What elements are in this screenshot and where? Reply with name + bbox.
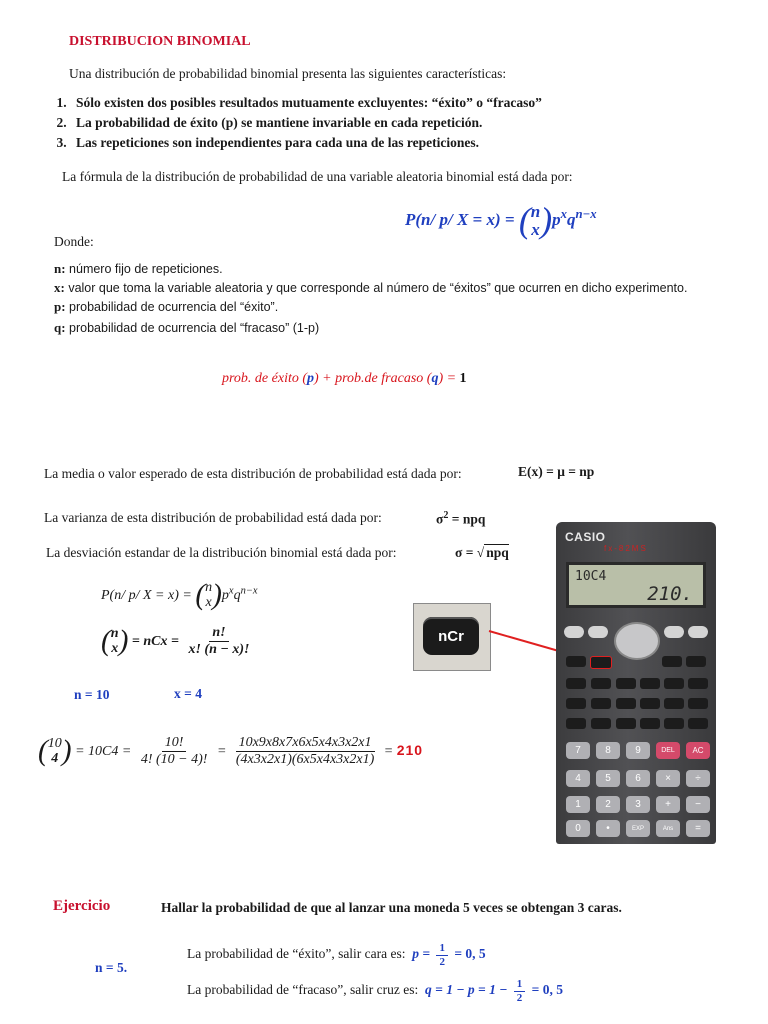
calculator-key: 1 xyxy=(566,796,590,813)
calculator-key xyxy=(566,678,586,689)
formula-p: p xyxy=(221,587,229,603)
formula-lhs: P(n/ p/ X = x) = xyxy=(101,587,192,603)
calculator-key: AC xyxy=(686,742,710,759)
characteristic-item: 2. La probabilidad de éxito (p) se mantiene invariable en cada repetición. xyxy=(70,115,542,131)
calculator-key xyxy=(591,678,611,689)
calculator-key xyxy=(591,698,611,709)
binom-bottom: x xyxy=(205,594,212,610)
formula-q: q xyxy=(566,209,576,229)
calculator-key: 8 xyxy=(596,742,620,759)
binom-top: 10 xyxy=(47,735,62,751)
formula-p-exp: x xyxy=(560,207,567,222)
binom-top: n xyxy=(205,580,213,596)
calculator-key: = xyxy=(686,820,710,837)
fraction-denominator: (4x3x2x1)(6x5x4x3x2x1) xyxy=(235,752,375,768)
binom-bottom: 4 xyxy=(51,750,59,766)
prob-part: ) + prob.de fracaso ( xyxy=(314,371,432,386)
calculator-key xyxy=(566,698,586,709)
formula-q-exp: n−x xyxy=(575,207,597,222)
definition-term: x: xyxy=(54,280,65,295)
characteristic-item: 3. Las repeticiones son independientes para cada una de las repeticiones. xyxy=(70,135,542,151)
fracaso-text: La probabilidad de “fracaso”, salir cruz es: xyxy=(187,982,419,998)
fraction-denominator: 2 xyxy=(439,955,445,968)
definition-q xyxy=(54,320,319,336)
definition-n xyxy=(54,261,223,277)
exito-p: p = xyxy=(412,946,434,962)
prob-part: ) = xyxy=(438,371,460,386)
fraction-numerator: 1 xyxy=(436,942,448,956)
calculator-key xyxy=(566,718,586,729)
calculator-output: 210. xyxy=(647,583,693,605)
fraction-numerator: 10! xyxy=(162,735,187,752)
calculator-key: EXP xyxy=(626,820,650,837)
definition-text: probabilidad de ocurrencia del “fracaso” (1-p) xyxy=(65,321,320,335)
n-equals-5: n = 5. xyxy=(95,960,128,975)
binom-bottom: x xyxy=(111,640,119,656)
fracaso-line xyxy=(187,978,563,1004)
calculator-key xyxy=(688,626,708,638)
ncx-formula xyxy=(101,625,255,658)
calculator-key xyxy=(640,678,660,689)
calculator-key: DEL xyxy=(656,742,680,759)
calculator-input: 10C4 xyxy=(575,569,607,584)
prob-part: prob. de éxito ( xyxy=(222,371,308,386)
calculator-ncr-key xyxy=(590,656,612,669)
document-title: DISTRIBUCION BINOMIAL xyxy=(69,34,251,49)
ejercicio-label: Ejercicio xyxy=(53,898,111,914)
calculator-screen xyxy=(566,562,706,608)
definition-term: p: xyxy=(54,299,66,314)
desviacion-formula xyxy=(455,545,509,561)
binomial-coefficient: ( 10 4 ) xyxy=(38,734,72,767)
calculator-key xyxy=(664,718,684,729)
binomial-formula xyxy=(405,200,597,240)
calculator-key: 7 xyxy=(566,742,590,759)
calculator-key xyxy=(616,718,636,729)
calculator-key xyxy=(664,678,684,689)
calculator-key xyxy=(591,718,611,729)
prob-one: 1 xyxy=(459,371,467,386)
exito-result: = 0, 5 xyxy=(450,946,486,962)
calculator-key xyxy=(662,656,682,667)
sigma: σ xyxy=(436,511,444,527)
formula-q-exp: n−x xyxy=(240,585,258,597)
binomial-coefficient: ( n x ) xyxy=(101,624,129,657)
calculator-model: fx-82MS xyxy=(604,544,648,553)
fraction-numerator: 1 xyxy=(514,978,526,992)
desviacion-lhs: σ = xyxy=(455,545,477,560)
equals-text: = xyxy=(380,743,397,759)
calculator-key: 0 xyxy=(566,820,590,837)
calculator-replay-pad xyxy=(614,622,660,660)
desviacion-text: La desviación estandar de la distribución binomial está dada por: xyxy=(46,545,397,560)
calculator-key xyxy=(688,678,708,689)
varianza-rest: = npq xyxy=(448,511,486,527)
definition-text: valor que toma la variable aleatoria y que corresponde al número de “éxitos” que ocurren en dicho experimento. xyxy=(64,281,688,295)
fraction-denominator: x! (n − x)! xyxy=(188,642,250,658)
calculator-key xyxy=(664,698,684,709)
binomial-formula-2 xyxy=(101,581,258,610)
definition-term: n: xyxy=(54,261,66,276)
formula-lhs: P(n/ p/ X = x) = xyxy=(405,209,515,229)
equals-text: = 10C4 = xyxy=(71,743,135,759)
definition-term: q: xyxy=(54,320,66,335)
x-value: x = 4 xyxy=(174,686,202,701)
characteristics-list xyxy=(46,95,542,155)
exito-line xyxy=(187,942,486,968)
calculator-key xyxy=(564,626,584,638)
binomial-coefficient: ( n x ) xyxy=(518,200,553,240)
calculator-key: 5 xyxy=(596,770,620,787)
calculator-key: Ans xyxy=(656,820,680,837)
prob-q: q xyxy=(431,371,439,386)
formula-p: p xyxy=(552,209,561,229)
definition-x xyxy=(54,280,687,296)
calculator-key xyxy=(640,698,660,709)
calculator-key: × xyxy=(656,770,680,787)
calculator-key: 4 xyxy=(566,770,590,787)
definition-text: probabilidad de ocurrencia del “éxito”. xyxy=(65,300,279,314)
formula-p-exp: x xyxy=(228,585,234,597)
ncx-mid: = nCx = xyxy=(128,633,183,649)
calculator-key: 6 xyxy=(626,770,650,787)
varianza-formula xyxy=(436,510,485,528)
probability-sum xyxy=(222,371,467,387)
donde-label: Donde: xyxy=(54,234,94,249)
binomial-coefficient: ( n x ) xyxy=(195,579,222,611)
ncr-key-label: nCr xyxy=(423,617,479,655)
calculator-key xyxy=(616,678,636,689)
calculator-key: − xyxy=(686,796,710,813)
calculator-photo xyxy=(556,522,716,844)
calculator-brand: CASIO xyxy=(565,530,606,544)
fracaso-result: = 0, 5 xyxy=(528,982,563,998)
fraction-numerator: n! xyxy=(209,625,228,642)
fracaso-lhs: q = 1 − p = 1 − xyxy=(425,982,511,998)
fraction-numerator: 10x9x8x7x6x5x4x3x2x1 xyxy=(236,735,375,752)
formula-q: q xyxy=(233,587,241,603)
combination-result: 210 xyxy=(396,741,424,758)
calculator-key: ÷ xyxy=(686,770,710,787)
sqrt-radicand: npq xyxy=(486,545,509,560)
calculator-key: + xyxy=(656,796,680,813)
exito-text: La probabilidad de “éxito”, salir cara es: xyxy=(187,946,406,962)
calculator-key xyxy=(588,626,608,638)
media-formula: E(x) = μ = np xyxy=(518,464,595,479)
binom-top: n xyxy=(530,202,541,221)
calculator-key xyxy=(640,718,660,729)
ncr-key-photo xyxy=(413,603,491,671)
definition-p xyxy=(54,299,278,315)
calculator-key xyxy=(616,698,636,709)
definition-text: número fijo de repeticiones. xyxy=(65,262,223,276)
binom-top: n xyxy=(110,625,119,641)
binom-bottom: x xyxy=(531,219,540,239)
characteristic-item: 1. Sólo existen dos posibles resultados mutuamente excluyentes: “éxito” o “fracaso” xyxy=(70,95,542,111)
ejercicio-statement: Hallar la probabilidad de que al lanzar una moneda 5 veces se obtengan 3 caras. xyxy=(161,900,622,915)
calculator-key xyxy=(566,656,586,667)
sqrt-symbol: √ xyxy=(476,545,485,560)
calculator-key: 2 xyxy=(596,796,620,813)
calculator-key: • xyxy=(596,820,620,837)
exponent: 2 xyxy=(443,510,449,521)
combination-example xyxy=(38,735,423,768)
varianza-text: La varianza de esta distribución de probabilidad está dada por: xyxy=(44,510,382,525)
equals-text: = xyxy=(213,743,230,759)
fraction-denominator: 4! (10 − 4)! xyxy=(140,752,208,768)
n-value: n = 10 xyxy=(74,687,110,702)
calculator-key xyxy=(688,718,708,729)
intro-paragraph: Una distribución de probabilidad binomial presenta las siguientes características: xyxy=(69,66,507,81)
calculator-key xyxy=(686,656,706,667)
media-text: La media o valor esperado de esta distribución de probabilidad está dada por: xyxy=(44,466,462,481)
calculator-key: 9 xyxy=(626,742,650,759)
formula-intro: La fórmula de la distribución de probabilidad de una variable aleatoria binomial está dada por: xyxy=(62,169,573,184)
calculator-key xyxy=(664,626,684,638)
fraction-denominator: 2 xyxy=(516,991,523,1004)
calculator-key: 3 xyxy=(626,796,650,813)
prob-p: p xyxy=(307,371,315,386)
calculator-key xyxy=(688,698,708,709)
